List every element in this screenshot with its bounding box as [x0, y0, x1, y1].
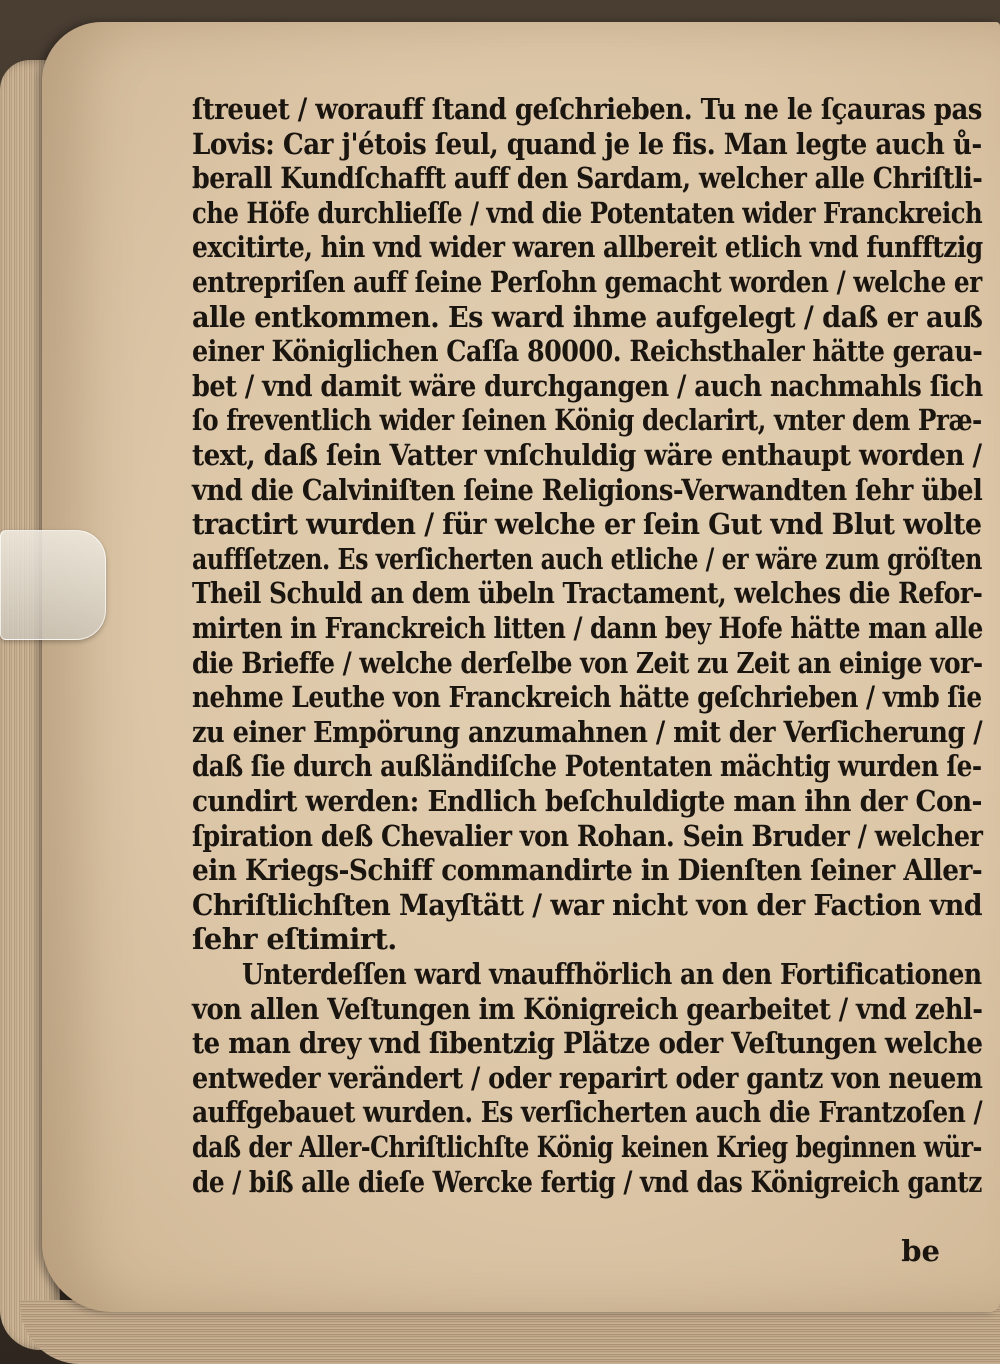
- text-line: de / biß alle dieſe Wercke fertig / vnd das Königreich gantz: [192, 1164, 982, 1199]
- text-line: ſo freventlich wider ſeinen König declarirt, vnter dem Præ-: [192, 403, 982, 438]
- text-line: te man drey vnd ſibentzig Plätze oder Veſtungen welche: [192, 1026, 983, 1061]
- text-line: die Brieffe / welche derſelbe von Zeit zu Zeit an einige vor-: [192, 645, 983, 680]
- text-line: entrepriſen auff ſeine Perſohn gemacht worden / welche er: [192, 265, 982, 299]
- text-line: daß ſie durch außländiſche Potentaten mächtig wurden ſe-: [192, 749, 982, 784]
- text-line: ſehr eſtimirt.: [192, 922, 397, 957]
- text-line: tractirt wurden / für welche er ſein Gut vnd Blut wolte: [192, 507, 982, 542]
- text-line: auffgebauet wurden. Es verſicherten auch die Frantzoſen /: [192, 1095, 983, 1130]
- text-line: daß der Aller-Chriſtlichſte König keinen Krieg beginnen wür-: [192, 1130, 982, 1164]
- text-line: entweder verändert / oder reparirt oder gantz von neuem: [192, 1060, 983, 1095]
- text-line: zu einer Empörung anzumahnen / mit der Verſicherung /: [192, 714, 983, 749]
- text-line: bet / vnd damit wäre durchgangen / auch nachmahls ſich: [192, 368, 983, 403]
- text-line: Chriſtlichſten Mayſtätt / war nicht von der Faction vnd: [192, 887, 983, 922]
- text-line: ein Kriegs-Schiff commandirte in Dienſten ſeiner Aller-: [192, 853, 983, 888]
- text-line: vnd die Calviniſten ſeine Religions-Verwandten ſehr übel: [192, 472, 983, 507]
- text-line: ſtreuet / worauff ſtand geſchrieben. Tu ne le ſçauras pas: [192, 92, 982, 126]
- text-line: von allen Veſtungen im Königreich gearbeitet / vnd zehl-: [192, 991, 983, 1026]
- text-line: nehme Leuthe von Franckreich hätte geſchrieben / vmb ſie: [192, 680, 982, 715]
- text-line: alle entkommen. Es ward ihme aufgelegt / daß er auß: [192, 299, 983, 334]
- text-line: cundirt werden: Endlich beſchuldigte man ihn der Con-: [192, 784, 982, 818]
- text-line: berall Kundſchafft auff den Sardam, welcher alle Chriſtli-: [192, 161, 983, 196]
- text-line: Unterdeſſen ward vnauffhörlich an den Fortificationen: [242, 957, 982, 991]
- text-line: che Höfe durchlieſſe / vnd die Potentaten wider Franckreich: [192, 195, 983, 230]
- text-line: mirten in Franckreich litten / dann bey Hofe hätte man alle: [192, 611, 983, 645]
- text-line: excitirte, hin vnd wider waren allbereit etlich vnd funfftzig: [192, 230, 983, 265]
- text-line: text, daß ſein Vatter vnſchuldig wäre enthaupt worden /: [192, 438, 982, 472]
- text-line: Lovis: Car j'étois ſeul, quand je le fis. Man legte auch ů-: [192, 126, 982, 161]
- text-line: einer Königlichen Caſſa 80000. Reichsthaler hätte gerau-: [192, 334, 983, 369]
- text-line: auffſetzen. Es verſicherten auch etliche / er wäre zum gröſten: [192, 541, 982, 576]
- catchword: be: [901, 1234, 940, 1268]
- clear-page-tab: [0, 530, 106, 640]
- text-line: ſpiration deß Chevalier von Rohan. Sein Bruder / welcher: [192, 818, 983, 853]
- book-page: [42, 22, 1000, 1312]
- text-line: Theil Schuld an dem übeln Tractament, welches die Refor-: [192, 576, 983, 611]
